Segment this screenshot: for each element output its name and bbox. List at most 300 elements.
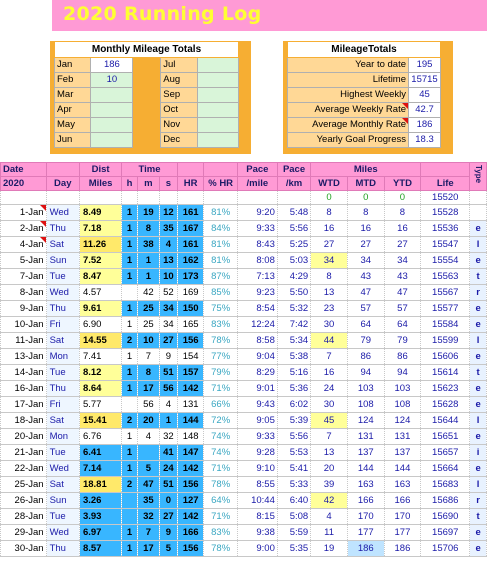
day-cell[interactable]: Tue xyxy=(46,365,79,381)
pace-mile-cell[interactable]: 9:01 xyxy=(237,381,277,397)
mtd-cell[interactable]: 94 xyxy=(347,365,384,381)
date-cell[interactable]: 16-Jan xyxy=(1,381,47,397)
month-value[interactable] xyxy=(197,103,238,118)
type-cell[interactable]: t xyxy=(470,509,487,525)
heart-rate-cell[interactable]: 148 xyxy=(177,429,204,445)
pct-hr-cell[interactable]: 87% xyxy=(204,269,237,285)
lifetime-cell[interactable]: 15683 xyxy=(421,477,470,493)
lifetime-cell[interactable]: 15554 xyxy=(421,253,470,269)
month-value[interactable] xyxy=(91,103,133,118)
minutes-cell[interactable]: 25 xyxy=(137,301,159,317)
day-cell[interactable]: Tue xyxy=(46,509,79,525)
pace-mile-cell[interactable]: 8:29 xyxy=(237,365,277,381)
month-label[interactable]: Jan xyxy=(55,58,91,73)
pace-mile-cell[interactable]: 9:00 xyxy=(237,541,277,557)
day-cell[interactable]: Fri xyxy=(46,397,79,413)
hours-cell[interactable]: 1 xyxy=(122,237,138,253)
ytd-cell[interactable]: 103 xyxy=(384,381,421,397)
hours-cell[interactable]: 2 xyxy=(122,477,138,493)
mtd-cell[interactable]: 86 xyxy=(347,349,384,365)
hours-cell[interactable]: 1 xyxy=(122,269,138,285)
month-label[interactable]: Oct xyxy=(161,103,197,118)
mtd-cell[interactable]: 166 xyxy=(347,493,384,509)
lifetime-cell[interactable]: 15599 xyxy=(421,333,470,349)
pct-hr-cell[interactable]: 83% xyxy=(204,317,237,333)
hours-cell[interactable]: 2 xyxy=(122,333,138,349)
minutes-cell[interactable]: 32 xyxy=(137,509,159,525)
minutes-cell[interactable]: 10 xyxy=(137,333,159,349)
lifetime-cell[interactable]: 15528 xyxy=(421,205,470,221)
lifetime-cell[interactable]: 15690 xyxy=(421,509,470,525)
month-value[interactable] xyxy=(197,118,238,133)
wtd-cell[interactable]: 7 xyxy=(311,349,348,365)
wtd-cell[interactable]: 30 xyxy=(311,397,348,413)
seconds-cell[interactable]: 41 xyxy=(160,445,178,461)
seconds-cell[interactable]: 56 xyxy=(160,381,178,397)
mtd-cell[interactable]: 124 xyxy=(347,413,384,429)
type-cell[interactable]: e xyxy=(470,317,487,333)
minutes-cell[interactable]: 7 xyxy=(137,525,159,541)
seconds-cell[interactable]: 51 xyxy=(160,365,178,381)
seconds-cell[interactable]: 34 xyxy=(160,317,178,333)
wtd-cell[interactable]: 42 xyxy=(311,493,348,509)
day-cell[interactable]: Tue xyxy=(46,445,79,461)
date-cell[interactable]: 20-Jan xyxy=(1,429,47,445)
pace-mile-cell[interactable]: 9:10 xyxy=(237,461,277,477)
ytd-cell[interactable]: 8 xyxy=(384,205,421,221)
month-value[interactable] xyxy=(197,73,238,88)
hours-cell[interactable] xyxy=(122,397,138,413)
ytd-cell[interactable]: 170 xyxy=(384,509,421,525)
heart-rate-cell[interactable]: 173 xyxy=(177,269,204,285)
baseline-life[interactable]: 15520 xyxy=(421,191,470,205)
pct-hr-cell[interactable]: 81% xyxy=(204,205,237,221)
pct-hr-cell[interactable]: 72% xyxy=(204,413,237,429)
month-label[interactable]: Dec xyxy=(161,133,197,148)
pace-km-cell[interactable]: 5:32 xyxy=(277,301,310,317)
wtd-cell[interactable]: 13 xyxy=(311,285,348,301)
heart-rate-cell[interactable]: 142 xyxy=(177,381,204,397)
month-value[interactable] xyxy=(197,88,238,103)
date-cell[interactable]: 22-Jan xyxy=(1,461,47,477)
ytd-cell[interactable]: 79 xyxy=(384,333,421,349)
pace-mile-cell[interactable]: 9:33 xyxy=(237,221,277,237)
heart-rate-cell[interactable]: 169 xyxy=(177,285,204,301)
minutes-cell[interactable]: 25 xyxy=(137,317,159,333)
ytd-cell[interactable]: 64 xyxy=(384,317,421,333)
wtd-cell[interactable]: 4 xyxy=(311,509,348,525)
heart-rate-cell[interactable]: 131 xyxy=(177,397,204,413)
day-cell[interactable]: Wed xyxy=(46,525,79,541)
mtd-cell[interactable]: 27 xyxy=(347,237,384,253)
pace-mile-cell[interactable]: 8:54 xyxy=(237,301,277,317)
totals-value[interactable]: 18.3 xyxy=(409,133,441,148)
empty-cell[interactable] xyxy=(177,191,204,205)
ytd-cell[interactable]: 177 xyxy=(384,525,421,541)
date-cell[interactable]: 7-Jan xyxy=(1,269,47,285)
pace-mile-cell[interactable]: 9:28 xyxy=(237,445,277,461)
hours-cell[interactable]: 1 xyxy=(122,301,138,317)
heart-rate-cell[interactable]: 167 xyxy=(177,221,204,237)
month-label[interactable]: May xyxy=(55,118,91,133)
wtd-cell[interactable]: 19 xyxy=(311,541,348,557)
month-value[interactable]: 10 xyxy=(91,73,133,88)
pct-hr-cell[interactable]: 71% xyxy=(204,509,237,525)
ytd-cell[interactable]: 186 xyxy=(384,541,421,557)
day-cell[interactable]: Sat xyxy=(46,477,79,493)
distance-cell[interactable]: 14.55 xyxy=(79,333,121,349)
pace-mile-cell[interactable]: 9:43 xyxy=(237,397,277,413)
lifetime-cell[interactable]: 15547 xyxy=(421,237,470,253)
totals-label[interactable]: Yearly Goal Progress xyxy=(288,133,409,148)
wtd-cell[interactable]: 13 xyxy=(311,445,348,461)
hours-cell[interactable]: 1 xyxy=(122,365,138,381)
type-cell[interactable]: r xyxy=(470,493,487,509)
totals-value[interactable]: 195 xyxy=(409,58,441,73)
type-cell[interactable]: i xyxy=(470,445,487,461)
mtd-cell[interactable]: 144 xyxy=(347,461,384,477)
ytd-cell[interactable]: 108 xyxy=(384,397,421,413)
mtd-cell[interactable]: 177 xyxy=(347,525,384,541)
lifetime-cell[interactable]: 15614 xyxy=(421,365,470,381)
month-label[interactable]: Aug xyxy=(161,73,197,88)
pace-mile-cell[interactable]: 9:23 xyxy=(237,285,277,301)
pace-mile-cell[interactable]: 12:24 xyxy=(237,317,277,333)
hours-cell[interactable]: 1 xyxy=(122,525,138,541)
pace-mile-cell[interactable]: 9:33 xyxy=(237,429,277,445)
wtd-cell[interactable]: 8 xyxy=(311,269,348,285)
type-cell[interactable]: l xyxy=(470,477,487,493)
date-cell[interactable]: 8-Jan xyxy=(1,285,47,301)
empty-cell[interactable] xyxy=(204,191,237,205)
pace-mile-cell[interactable]: 9:05 xyxy=(237,413,277,429)
ytd-cell[interactable]: 131 xyxy=(384,429,421,445)
minutes-cell[interactable]: 1 xyxy=(137,253,159,269)
pace-km-cell[interactable]: 6:40 xyxy=(277,493,310,509)
date-cell[interactable]: 17-Jan xyxy=(1,397,47,413)
type-cell[interactable]: e xyxy=(470,253,487,269)
totals-value[interactable]: 45 xyxy=(409,88,441,103)
date-cell[interactable]: 4-Jan xyxy=(1,237,47,253)
month-label[interactable]: Mar xyxy=(55,88,91,103)
ytd-cell[interactable]: 86 xyxy=(384,349,421,365)
mtd-cell[interactable]: 43 xyxy=(347,269,384,285)
seconds-cell[interactable]: 27 xyxy=(160,509,178,525)
mtd-cell[interactable]: 16 xyxy=(347,221,384,237)
pace-mile-cell[interactable]: 10:44 xyxy=(237,493,277,509)
mtd-cell[interactable]: 8 xyxy=(347,205,384,221)
wtd-cell[interactable]: 45 xyxy=(311,413,348,429)
pace-km-cell[interactable]: 5:56 xyxy=(277,221,310,237)
pct-hr-cell[interactable]: 84% xyxy=(204,221,237,237)
pace-km-cell[interactable]: 5:33 xyxy=(277,477,310,493)
pace-km-cell[interactable]: 5:50 xyxy=(277,285,310,301)
seconds-cell[interactable]: 32 xyxy=(160,429,178,445)
distance-cell[interactable]: 9.61 xyxy=(79,301,121,317)
distance-cell[interactable]: 8.57 xyxy=(79,541,121,557)
lifetime-cell[interactable]: 15536 xyxy=(421,221,470,237)
baseline-wtd[interactable]: 0 xyxy=(311,191,348,205)
mtd-cell[interactable]: 64 xyxy=(347,317,384,333)
mtd-cell[interactable]: 131 xyxy=(347,429,384,445)
month-value[interactable] xyxy=(91,88,133,103)
heart-rate-cell[interactable]: 154 xyxy=(177,349,204,365)
hours-cell[interactable] xyxy=(122,509,138,525)
distance-cell[interactable]: 6.41 xyxy=(79,445,121,461)
date-cell[interactable]: 30-Jan xyxy=(1,541,47,557)
mtd-cell[interactable]: 79 xyxy=(347,333,384,349)
seconds-cell[interactable]: 4 xyxy=(160,397,178,413)
mtd-cell[interactable]: 170 xyxy=(347,509,384,525)
date-cell[interactable]: 1-Jan xyxy=(1,205,47,221)
day-cell[interactable]: Sun xyxy=(46,493,79,509)
ytd-cell[interactable]: 57 xyxy=(384,301,421,317)
wtd-cell[interactable]: 16 xyxy=(311,221,348,237)
type-cell[interactable]: l xyxy=(470,333,487,349)
type-cell[interactable]: e xyxy=(470,301,487,317)
seconds-cell[interactable]: 1 xyxy=(160,413,178,429)
lifetime-cell[interactable]: 15567 xyxy=(421,285,470,301)
minutes-cell[interactable]: 35 xyxy=(137,493,159,509)
date-cell[interactable]: 26-Jan xyxy=(1,493,47,509)
seconds-cell[interactable]: 27 xyxy=(160,333,178,349)
minutes-cell[interactable]: 47 xyxy=(137,477,159,493)
wtd-cell[interactable]: 27 xyxy=(311,237,348,253)
totals-value[interactable]: 15715 xyxy=(409,73,441,88)
wtd-cell[interactable]: 23 xyxy=(311,301,348,317)
hours-cell[interactable]: 1 xyxy=(122,461,138,477)
pace-km-cell[interactable]: 5:53 xyxy=(277,445,310,461)
pace-km-cell[interactable]: 5:25 xyxy=(277,237,310,253)
day-cell[interactable]: Sun xyxy=(46,253,79,269)
mtd-cell[interactable]: 47 xyxy=(347,285,384,301)
distance-cell[interactable]: 6.97 xyxy=(79,525,121,541)
type-cell[interactable]: e xyxy=(470,429,487,445)
seconds-cell[interactable]: 4 xyxy=(160,237,178,253)
empty-cell[interactable] xyxy=(160,191,178,205)
pace-km-cell[interactable]: 5:56 xyxy=(277,429,310,445)
month-label[interactable]: Nov xyxy=(161,118,197,133)
month-value[interactable] xyxy=(91,118,133,133)
lifetime-cell[interactable]: 15628 xyxy=(421,397,470,413)
distance-cell[interactable]: 8.49 xyxy=(79,205,121,221)
hours-cell[interactable]: 1 xyxy=(122,221,138,237)
ytd-cell[interactable]: 144 xyxy=(384,461,421,477)
day-cell[interactable]: Thu xyxy=(46,381,79,397)
seconds-cell[interactable]: 13 xyxy=(160,253,178,269)
distance-cell[interactable]: 6.76 xyxy=(79,429,121,445)
pace-km-cell[interactable]: 5:36 xyxy=(277,381,310,397)
hours-cell[interactable]: 1 xyxy=(122,205,138,221)
day-cell[interactable]: Sat xyxy=(46,237,79,253)
totals-value[interactable]: 42.7 xyxy=(409,103,441,118)
heart-rate-cell[interactable]: 142 xyxy=(177,509,204,525)
ytd-cell[interactable]: 43 xyxy=(384,269,421,285)
type-cell[interactable]: e xyxy=(470,461,487,477)
seconds-cell[interactable]: 35 xyxy=(160,221,178,237)
heart-rate-cell[interactable]: 161 xyxy=(177,205,204,221)
totals-value[interactable]: 186 xyxy=(409,118,441,133)
day-cell[interactable]: Thu xyxy=(46,221,79,237)
heart-rate-cell[interactable]: 150 xyxy=(177,301,204,317)
pace-km-cell[interactable]: 5:38 xyxy=(277,349,310,365)
distance-cell[interactable]: 11.26 xyxy=(79,237,121,253)
wtd-cell[interactable]: 34 xyxy=(311,253,348,269)
pct-hr-cell[interactable]: 81% xyxy=(204,253,237,269)
pct-hr-cell[interactable]: 79% xyxy=(204,365,237,381)
distance-cell[interactable]: 7.18 xyxy=(79,221,121,237)
wtd-cell[interactable]: 8 xyxy=(311,205,348,221)
pct-hr-cell[interactable]: 78% xyxy=(204,333,237,349)
month-label[interactable]: Jul xyxy=(161,58,197,73)
minutes-cell[interactable]: 17 xyxy=(137,541,159,557)
ytd-cell[interactable]: 124 xyxy=(384,413,421,429)
distance-cell[interactable]: 8.47 xyxy=(79,269,121,285)
date-cell[interactable]: 10-Jan xyxy=(1,317,47,333)
lifetime-cell[interactable]: 15657 xyxy=(421,445,470,461)
totals-label[interactable]: Average Weekly Rate xyxy=(288,103,409,118)
date-cell[interactable]: 18-Jan xyxy=(1,413,47,429)
seconds-cell[interactable]: 12 xyxy=(160,205,178,221)
empty-cell[interactable] xyxy=(79,191,121,205)
pct-hr-cell[interactable]: 81% xyxy=(204,237,237,253)
type-cell[interactable]: e xyxy=(470,381,487,397)
seconds-cell[interactable]: 52 xyxy=(160,285,178,301)
lifetime-cell[interactable]: 15664 xyxy=(421,461,470,477)
type-cell[interactable]: r xyxy=(470,285,487,301)
empty-cell[interactable] xyxy=(46,191,79,205)
pace-km-cell[interactable]: 5:35 xyxy=(277,541,310,557)
month-label[interactable]: Sep xyxy=(161,88,197,103)
hours-cell[interactable]: 1 xyxy=(122,429,138,445)
distance-cell[interactable]: 18.81 xyxy=(79,477,121,493)
heart-rate-cell[interactable]: 157 xyxy=(177,365,204,381)
distance-cell[interactable]: 3.93 xyxy=(79,509,121,525)
pace-mile-cell[interactable]: 8:15 xyxy=(237,509,277,525)
ytd-cell[interactable]: 94 xyxy=(384,365,421,381)
mtd-cell[interactable]: 186 xyxy=(347,541,384,557)
date-cell[interactable]: 25-Jan xyxy=(1,477,47,493)
heart-rate-cell[interactable]: 144 xyxy=(177,413,204,429)
date-cell[interactable]: 13-Jan xyxy=(1,349,47,365)
pace-km-cell[interactable]: 7:42 xyxy=(277,317,310,333)
totals-label[interactable]: Year to date xyxy=(288,58,409,73)
date-cell[interactable]: 29-Jan xyxy=(1,525,47,541)
ytd-cell[interactable]: 163 xyxy=(384,477,421,493)
pace-km-cell[interactable]: 4:29 xyxy=(277,269,310,285)
totals-label[interactable]: Average Monthly Rate xyxy=(288,118,409,133)
empty-cell[interactable] xyxy=(137,191,159,205)
minutes-cell[interactable]: 5 xyxy=(137,461,159,477)
lifetime-cell[interactable]: 15577 xyxy=(421,301,470,317)
hours-cell[interactable] xyxy=(122,493,138,509)
distance-cell[interactable]: 15.41 xyxy=(79,413,121,429)
type-cell[interactable]: e xyxy=(470,541,487,557)
seconds-cell[interactable]: 34 xyxy=(160,301,178,317)
date-cell[interactable]: 11-Jan xyxy=(1,333,47,349)
minutes-cell[interactable]: 20 xyxy=(137,413,159,429)
month-value[interactable] xyxy=(197,58,238,73)
heart-rate-cell[interactable]: 156 xyxy=(177,333,204,349)
mtd-cell[interactable]: 34 xyxy=(347,253,384,269)
pace-mile-cell[interactable]: 9:20 xyxy=(237,205,277,221)
pace-mile-cell[interactable]: 8:43 xyxy=(237,237,277,253)
mtd-cell[interactable]: 57 xyxy=(347,301,384,317)
pace-km-cell[interactable]: 5:03 xyxy=(277,253,310,269)
hours-cell[interactable]: 1 xyxy=(122,445,138,461)
day-cell[interactable]: Fri xyxy=(46,317,79,333)
day-cell[interactable]: Wed xyxy=(46,461,79,477)
distance-cell[interactable]: 7.41 xyxy=(79,349,121,365)
seconds-cell[interactable]: 0 xyxy=(160,493,178,509)
day-cell[interactable]: Thu xyxy=(46,301,79,317)
empty-cell[interactable] xyxy=(1,191,47,205)
hours-cell[interactable]: 1 xyxy=(122,381,138,397)
type-cell[interactable] xyxy=(470,205,487,221)
distance-cell[interactable]: 7.14 xyxy=(79,461,121,477)
pct-hr-cell[interactable]: 71% xyxy=(204,381,237,397)
wtd-cell[interactable]: 16 xyxy=(311,365,348,381)
empty-cell[interactable] xyxy=(277,191,310,205)
pct-hr-cell[interactable]: 83% xyxy=(204,525,237,541)
heart-rate-cell[interactable]: 156 xyxy=(177,541,204,557)
mtd-cell[interactable]: 163 xyxy=(347,477,384,493)
ytd-cell[interactable]: 47 xyxy=(384,285,421,301)
pace-mile-cell[interactable]: 8:08 xyxy=(237,253,277,269)
seconds-cell[interactable]: 9 xyxy=(160,349,178,365)
pct-hr-cell[interactable]: 78% xyxy=(204,541,237,557)
pct-hr-cell[interactable]: 75% xyxy=(204,301,237,317)
type-cell[interactable]: e xyxy=(470,221,487,237)
ytd-cell[interactable]: 137 xyxy=(384,445,421,461)
day-cell[interactable]: Sat xyxy=(46,413,79,429)
minutes-cell[interactable]: 42 xyxy=(137,285,159,301)
pace-km-cell[interactable]: 5:08 xyxy=(277,509,310,525)
day-cell[interactable]: Mon xyxy=(46,349,79,365)
totals-label[interactable]: Lifetime xyxy=(288,73,409,88)
wtd-cell[interactable]: 24 xyxy=(311,381,348,397)
distance-cell[interactable]: 7.52 xyxy=(79,253,121,269)
baseline-mtd[interactable]: 0 xyxy=(347,191,384,205)
date-cell[interactable]: 9-Jan xyxy=(1,301,47,317)
heart-rate-cell[interactable]: 166 xyxy=(177,525,204,541)
heart-rate-cell[interactable]: 165 xyxy=(177,317,204,333)
month-label[interactable]: Apr xyxy=(55,103,91,118)
wtd-cell[interactable]: 44 xyxy=(311,333,348,349)
hours-cell[interactable]: 1 xyxy=(122,541,138,557)
date-cell[interactable]: 21-Jan xyxy=(1,445,47,461)
hours-cell[interactable]: 2 xyxy=(122,413,138,429)
distance-cell[interactable]: 6.90 xyxy=(79,317,121,333)
mtd-cell[interactable]: 108 xyxy=(347,397,384,413)
pct-hr-cell[interactable]: 85% xyxy=(204,285,237,301)
minutes-cell[interactable]: 8 xyxy=(137,365,159,381)
hours-cell[interactable]: 1 xyxy=(122,317,138,333)
baseline-ytd[interactable]: 0 xyxy=(384,191,421,205)
day-cell[interactable]: Wed xyxy=(46,285,79,301)
totals-label[interactable]: Highest Weekly xyxy=(288,88,409,103)
heart-rate-cell[interactable]: 127 xyxy=(177,493,204,509)
pace-km-cell[interactable]: 5:16 xyxy=(277,365,310,381)
empty-cell[interactable] xyxy=(470,191,487,205)
month-label[interactable]: Jun xyxy=(55,133,91,148)
pct-hr-cell[interactable]: 71% xyxy=(204,461,237,477)
lifetime-cell[interactable]: 15651 xyxy=(421,429,470,445)
mtd-cell[interactable]: 137 xyxy=(347,445,384,461)
hours-cell[interactable]: 1 xyxy=(122,349,138,365)
empty-cell[interactable] xyxy=(237,191,277,205)
pct-hr-cell[interactable]: 66% xyxy=(204,397,237,413)
